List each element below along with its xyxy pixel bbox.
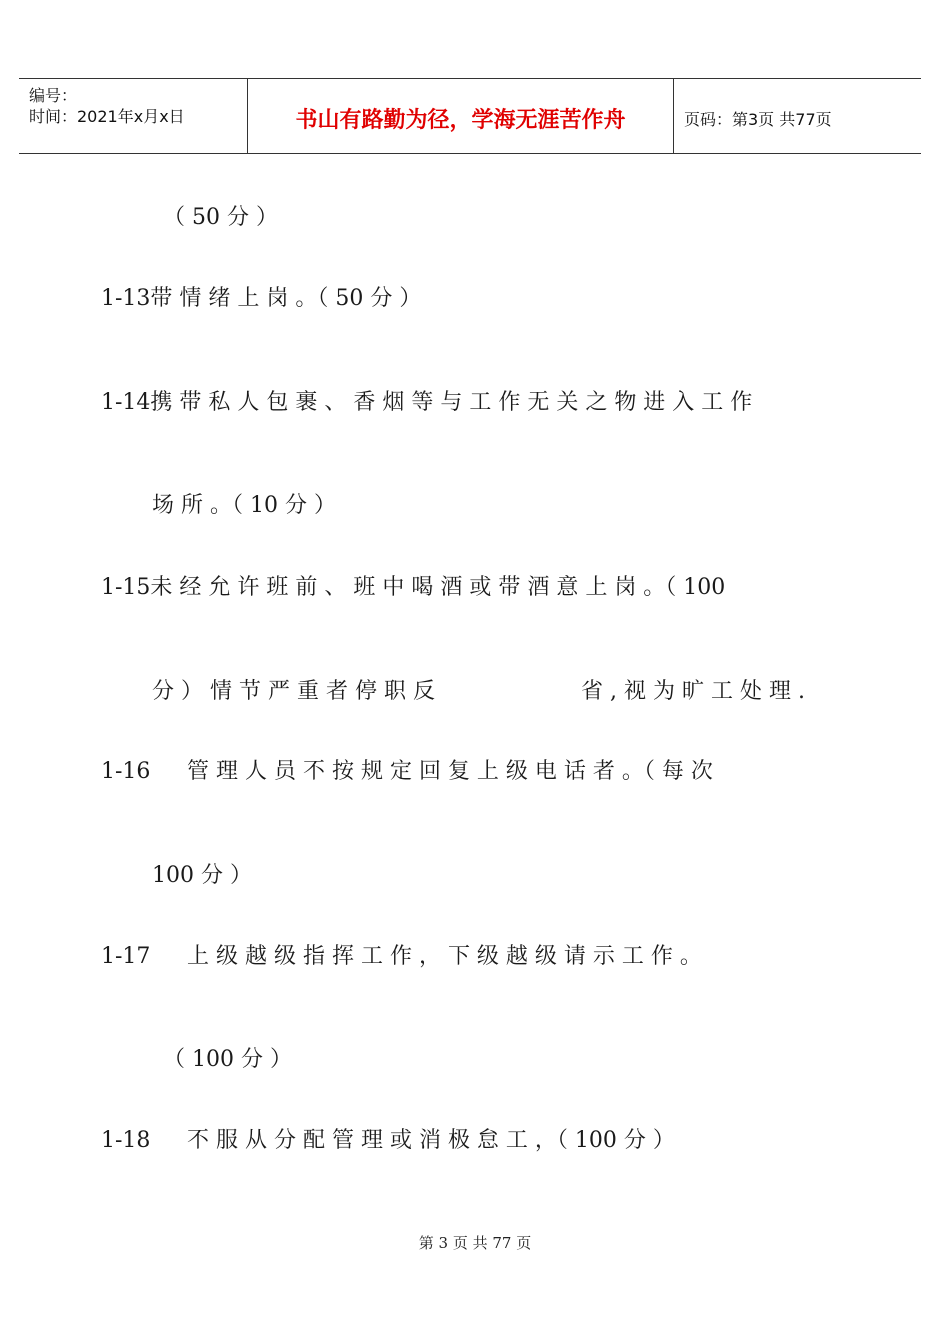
document-number-label: 编号：: [29, 86, 78, 105]
body-line: （ 50 分 ）: [163, 205, 278, 230]
document-date-label: 时间：2021年x月x日: [29, 107, 185, 126]
header-page-cell: [674, 79, 921, 153]
header-meta-cell: [19, 79, 248, 153]
header-motto-cell: [248, 79, 674, 153]
body-line: 管 理 人 员 不 按 规 定 回 复 上 级 电 话 者 。（ 每 次: [187, 759, 713, 784]
document-header: [19, 78, 921, 154]
item-number: 1-18: [101, 1128, 151, 1153]
body-line: 1-15未 经 允 许 班 前 、 班 中 喝 酒 或 带 酒 意 上 岗 。（ 100: [101, 575, 726, 600]
header-page-number: 页码：第3页 共77页: [684, 110, 832, 129]
body-line: （ 100 分 ）: [163, 1047, 292, 1072]
item-number: 1-17: [101, 944, 151, 969]
body-line: 不 服 从 分 配 管 理 或 消 极 怠 工 ，（ 100 分 ）: [187, 1128, 675, 1153]
body-line: 1-14携 带 私 人 包 裹 、 香 烟 等 与 工 作 无 关 之 物 进 入 工 作: [101, 390, 753, 415]
body-line: 100 分 ）: [152, 863, 252, 888]
page-footer: 第 3 页 共 77 页: [418, 1234, 532, 1252]
item-number: 1-16: [101, 759, 151, 784]
body-line: 省 , 视 为 旷 工 处 理 .: [581, 679, 805, 704]
motto-text: 书山有路勤为径，学海无涯苦作舟: [295, 108, 626, 133]
body-line: 场 所 。（ 10 分 ）: [152, 493, 336, 518]
body-line: 分 ） 情 节 严 重 者 停 职 反: [152, 679, 435, 704]
body-line: 1-13带 情 绪 上 岗 。（ 50 分 ）: [101, 286, 422, 311]
body-line: 上 级 越 级 指 挥 工 作 ， 下 级 越 级 请 示 工 作 。: [187, 944, 702, 969]
